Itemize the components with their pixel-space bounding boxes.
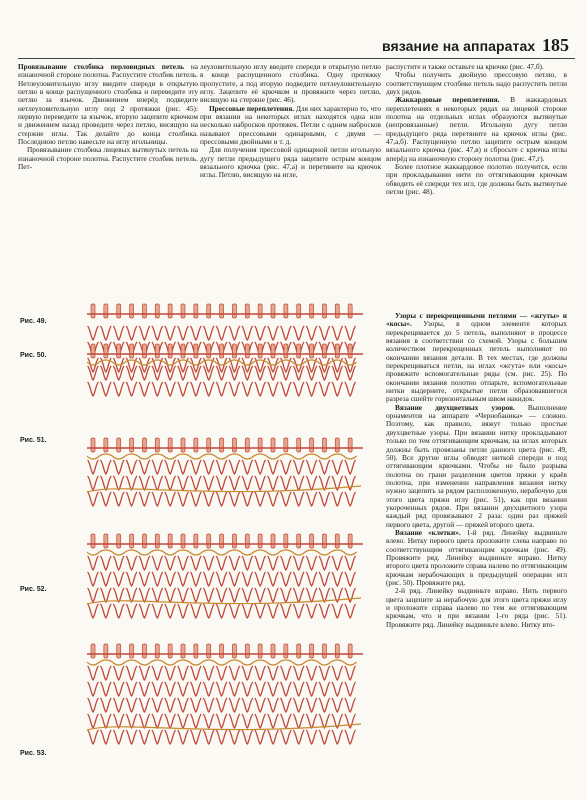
paragraph <box>200 105 381 147</box>
paragraph-text: 1-й ряд. Линейку выдвиньте влево. Нитку первого цвета проложите слева направо по соответствующим оттягивающим крючкам (рис. 49). Провяжите ряд. Линейку выдвиньте вправо. Нитку второго цвета проложите справа налево по оттягивающим крючкам нерабочающих в предыдущей операции игл (рис. 50). Провяжите ряд. <box>386 527 567 587</box>
paragraph <box>386 529 567 587</box>
paragraph-heading: Узоры с перекрещенными петлями — «жгуты» и «косы». <box>386 311 567 329</box>
paragraph-heading: Провязывание столбика перловидных петель <box>18 62 184 71</box>
paragraph-heading: Прессовые переплетения. <box>209 103 295 113</box>
figure-52 <box>20 528 360 623</box>
paragraph-heading: Вязание двухцветных узоров. <box>395 402 515 412</box>
section-title: вязание на аппаратах <box>382 38 536 54</box>
paragraph: леуловительную иглу введите спереди в открытую петлю в конце распущенного столбика. Одну протяжку пропустите, а под вторую подведите петлеуловительную иглу. Зацепите её крючком и провяжите через петлю, висящую на стержне (рис. 46). <box>200 62 381 105</box>
figure-53 <box>20 638 360 763</box>
knitting-diagram <box>85 338 365 408</box>
paragraph-heading: Жаккардовые переплетения. <box>395 95 500 105</box>
figure-caption: Рис. 51. <box>20 437 47 444</box>
paragraph <box>386 96 567 163</box>
knitting-diagram <box>85 528 365 623</box>
paragraph: 2-й ряд. Линейку выдвиньте вправо. Нить первого цвета зацепите за нерабочую для этого цвета пряжи иглу и проложите справа налево по тем же оттягивающим крючкам, что и при вязании 1-го ряда (рис. 51). Провяжите ряд. Линейку выдвиньте влево. Нитку вто- <box>386 586 567 629</box>
text-column-1 <box>18 63 198 171</box>
paragraph <box>386 404 567 529</box>
figure-caption: Рис. 49. <box>20 318 47 325</box>
header-rule <box>18 58 575 59</box>
paragraph-text: Узоры, в одном элементе которых перекрещивается до 5 петель, выполняют в процессе вязания в соответствии со схемой. Узоры с большим количеством перекрещенных петель выполняют по окончании вязания детали. В тех местах, где должны перекрещиваться петли, на иглах «жгута» или «косы» провяжите вспомогательные ряды (см. рис. 25). По окончании вязания полотно отпарьте, вспомогательные нитки выдерните, открытые петли образовавшегося разреза сшейте горизонтальным швом накидок. <box>386 319 567 404</box>
paragraph: Провязывание столбика лицевых вытянутых петель на изнаночной стороне полотна. Распустите столбик петель. Пет- <box>18 145 198 172</box>
paragraph-text: В жаккардовых переплетениях в некоторых рядах на лицевой стороне полотна на отдельных иглах образуются вытянутые (непровязанные) петли. Игольную дугу петли предыдущего ряда перетяните на крючок иглы (рис. 47,а,б). Распущенную петлю зацепите острым концом вязального крючка (рис. 47,в) и сбросьте с крючка иглы вперёд на изнаночную сторону полотна (рис. 47,г). <box>386 95 567 163</box>
paragraph: Чтобы получить двойную прессовую петлю, в соответствующем столбике петель надо распустить петли двух рядов. <box>386 70 567 97</box>
text-column-2 <box>200 63 381 180</box>
page-number: 185 <box>542 35 569 55</box>
paragraph-heading: Вязание «клетки». <box>395 527 461 537</box>
paragraph-text: Для них характерно то, что при вязании на некоторых иглах находятся одна или несколько набросков протяжек. Петли с одним набросков называют прессовыми одинарными, с двумя — прессовыми двойными и т. д. <box>200 103 381 147</box>
figure-50 <box>20 338 360 408</box>
figure-caption: Рис. 52. <box>20 586 47 593</box>
knitting-diagram <box>85 638 365 763</box>
figure-caption: Рис. 50. <box>20 352 47 359</box>
text-column-3 <box>386 63 567 197</box>
text-column-3-lower <box>386 312 567 629</box>
knitting-diagram <box>85 432 365 522</box>
figure-51 <box>20 432 360 522</box>
paragraph: Для получения прессовой одинарной петли игольную дугу петли предыдущего ряда зацепите острым концом вязального крючка (рис. 47,а) и перетяните на крючок иглы. Петлю, висящую на игле, <box>200 145 381 180</box>
paragraph <box>386 312 567 404</box>
paragraph-text: на изнаночной стороне полотна. Распустите столбик петель. Нетлеуловительную иглу введите спереди в открытую петлю в конце распущенного столбика и переведите эту петлю за язычок. Движением вперёд подведите нетлеуловительную иглу под 2 протяжки (рис. 45): первую переведите за язычок, вторую зацепите крючком и движением назад проведите через петлю, висящую на стержне иглы. Так делайте до конца столбика. Последнюю петлю навесьте на иглу игольницы. <box>18 62 198 147</box>
paragraph: распустите и также оставьте на крючке (рис. 47,б). <box>386 62 544 71</box>
paragraph: Более плотное жаккардовое полотно получится, если при прокладывании нити по оттягивающим крючкам обводить её спереди тех игл, где должны быть вытянутые петли (рис. 48). <box>386 162 567 197</box>
figure-caption: Рис. 53. <box>20 750 47 757</box>
paragraph-text: Выполнение орнаментов на аппарате «Чернобаника» — сложно. Поэтому, как правило, вяжут только простые двухцветные узоры. При вязании нитку прокладывают только по тем оттягивающим крючкам, на иглах которых должны быть провязаны петли данного цвета (рис. 49, 50). Все другие иглы обводят ниткой спереди и под оттягивающим крючками. Чтобы не было разрыва полотна по грани разделения цветов пряжи у краёв полотна, при изменении направления вязания нитку нужно зацепить за рядом расположенную, нерабочую для этого цвета пряжи иглу (рис. 51), как при вязании укороченных рядов. При вязании двухцветного узора каждый ряд провязывают 2 раза: один раз пряжей первого цвета, другой — пряжей второго цвета. <box>386 402 567 529</box>
paragraph <box>18 63 198 146</box>
